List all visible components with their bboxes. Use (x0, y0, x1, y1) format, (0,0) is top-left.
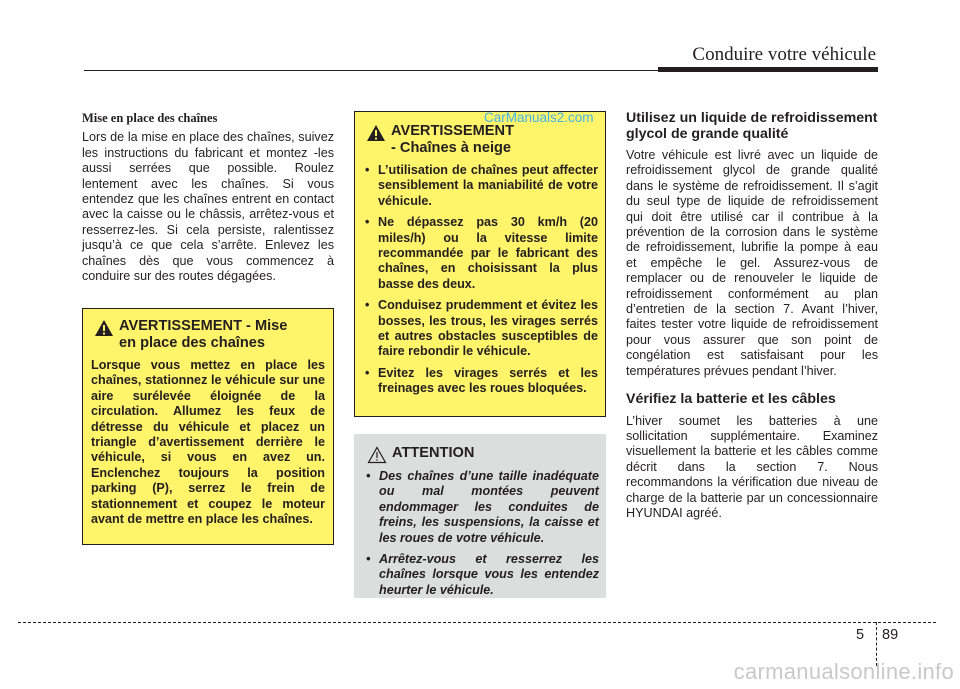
warning-box-header (91, 317, 325, 351)
watermark-bottom: carmanualsonline.info (733, 659, 954, 684)
warning-list (363, 163, 598, 397)
bullet: • (365, 163, 370, 177)
warning-box-snow-chains (354, 111, 606, 417)
bullet: • (365, 298, 370, 313)
attention-box-header (364, 444, 599, 462)
battery-paragraph: L’hiver soumet les batteries à une sollicitation supplémentaire. Examinez visuellement la batterie et les câbles comme décrit dans la section 7. Nous recommandons la vérification due niveau de charge de la batterie par un concessionnaire HYUNDAI agréé. (626, 413, 878, 521)
coolant-paragraph: Votre véhicule est livré avec un liquide de refroidissement glycol de grande qualité dans le système de refroidissement. Il s’agit du seul type de liquide de refroidissement qui doit être utilisé car il contribue à la prévention de la corrosion dans le système de refroidissement, lubrifie la pompe à eau et empêche le gel. Assurez-vous de remplacer ou de renouveler le liquide de refroidissement conformément au plan d’entretien de la section 7. Avant l’hiver, faites tester votre liquide de refroidissement pour vous assurer que son point de congélation est satisfaisant pour les températures prévues pendant l’hiver. (626, 148, 878, 378)
left-column (82, 111, 334, 284)
list-item: • Conduisez prudemment et évitez les bosses, les trous, les virages serrés et autres obstacles susceptibles de faire rebondir le véhicule. (365, 298, 598, 359)
warning-triangle-icon (366, 124, 386, 142)
footer-rule (18, 622, 936, 623)
warning-box-chain-installation (82, 308, 334, 545)
list-item: • Arrêtez-vous et resserrez les chaînes lorsque vous les entendez heurter le véhicule. (366, 552, 599, 597)
warning-title-sub: en place des chaînes (119, 335, 266, 351)
bullet: • (366, 552, 371, 567)
caution-triangle-outline-icon (367, 446, 387, 464)
coolant-heading: Utilisez un liquide de refroidissement glycol de grande qualité (626, 110, 878, 142)
warning-title: AVERTISSEMENT - Mise (119, 318, 288, 334)
chapter-number: 5 (856, 627, 865, 643)
attention-box (354, 434, 606, 598)
right-column (626, 111, 878, 521)
page-number: 89 (882, 627, 899, 643)
bullet: • (366, 469, 371, 483)
warning-box-header (363, 122, 598, 156)
warning-title-sub: - Chaînes à neige (391, 140, 512, 156)
list-item: • Ne dépassez pas 30 km/h (20 miles/h) ou la vitesse limite recommandée par le fabricant des chaînes, en choisissant la plus basse des deux. (365, 215, 598, 291)
header-rule-accent (658, 67, 878, 72)
list-item: • Evitez les virages serrés et les freinages avec les roues bloquées. (365, 365, 598, 396)
watermark-top: CarManuals2.com (484, 110, 594, 125)
chains-paragraph: Lors de la mise en place des chaînes, suivez les instructions du fabricant et montez -les aussi serrées que possible. Roulez lentement avec les chaînes. Si vous entendez que les chaînes entrent en contact avec la caisse ou le châssis, arrêtez-vous et resserrez-les. Si cela persiste, ralentissez jusqu’à ce que cela s’arrête. Enlevez les chaînes dès que vous commencez à conduire sur des routes dégagées. (82, 130, 334, 284)
attention-title: ATTENTION (392, 445, 475, 461)
chains-subheading: Mise en place des chaînes (82, 111, 218, 125)
list-item: • L’utilisation de chaînes peut affecter sensiblement la maniabilité de votre véhicule. (365, 163, 598, 208)
battery-heading: Vérifiez la batterie et les câbles (626, 391, 836, 408)
warning-text: Lorsque vous mettez en place les chaînes, stationnez le véhicule sur une aire surélevée éloignée de la circulation. Allumez les feux de détresse du véhicule et placez un triangle d’avertissement derrière le véhicule, si vous en avez un. Enclenchez toujours la position parking (P), serrez le frein de stationnement et coupez le moteur avant de mettre en place les chaînes. (91, 358, 325, 527)
list-item: • Des chaînes d’une taille inadéquate ou mal montées peuvent endommager les conduites de freins, les suspensions, la caisse et les roues de votre véhicule. (366, 469, 599, 545)
attention-list (364, 469, 599, 598)
warning-title: AVERTISSEMENT (391, 123, 514, 139)
bullet: • (365, 215, 370, 230)
warning-triangle-icon (94, 319, 114, 337)
page-header-title: Conduire votre véhicule (692, 44, 876, 65)
bullet: • (365, 365, 370, 380)
